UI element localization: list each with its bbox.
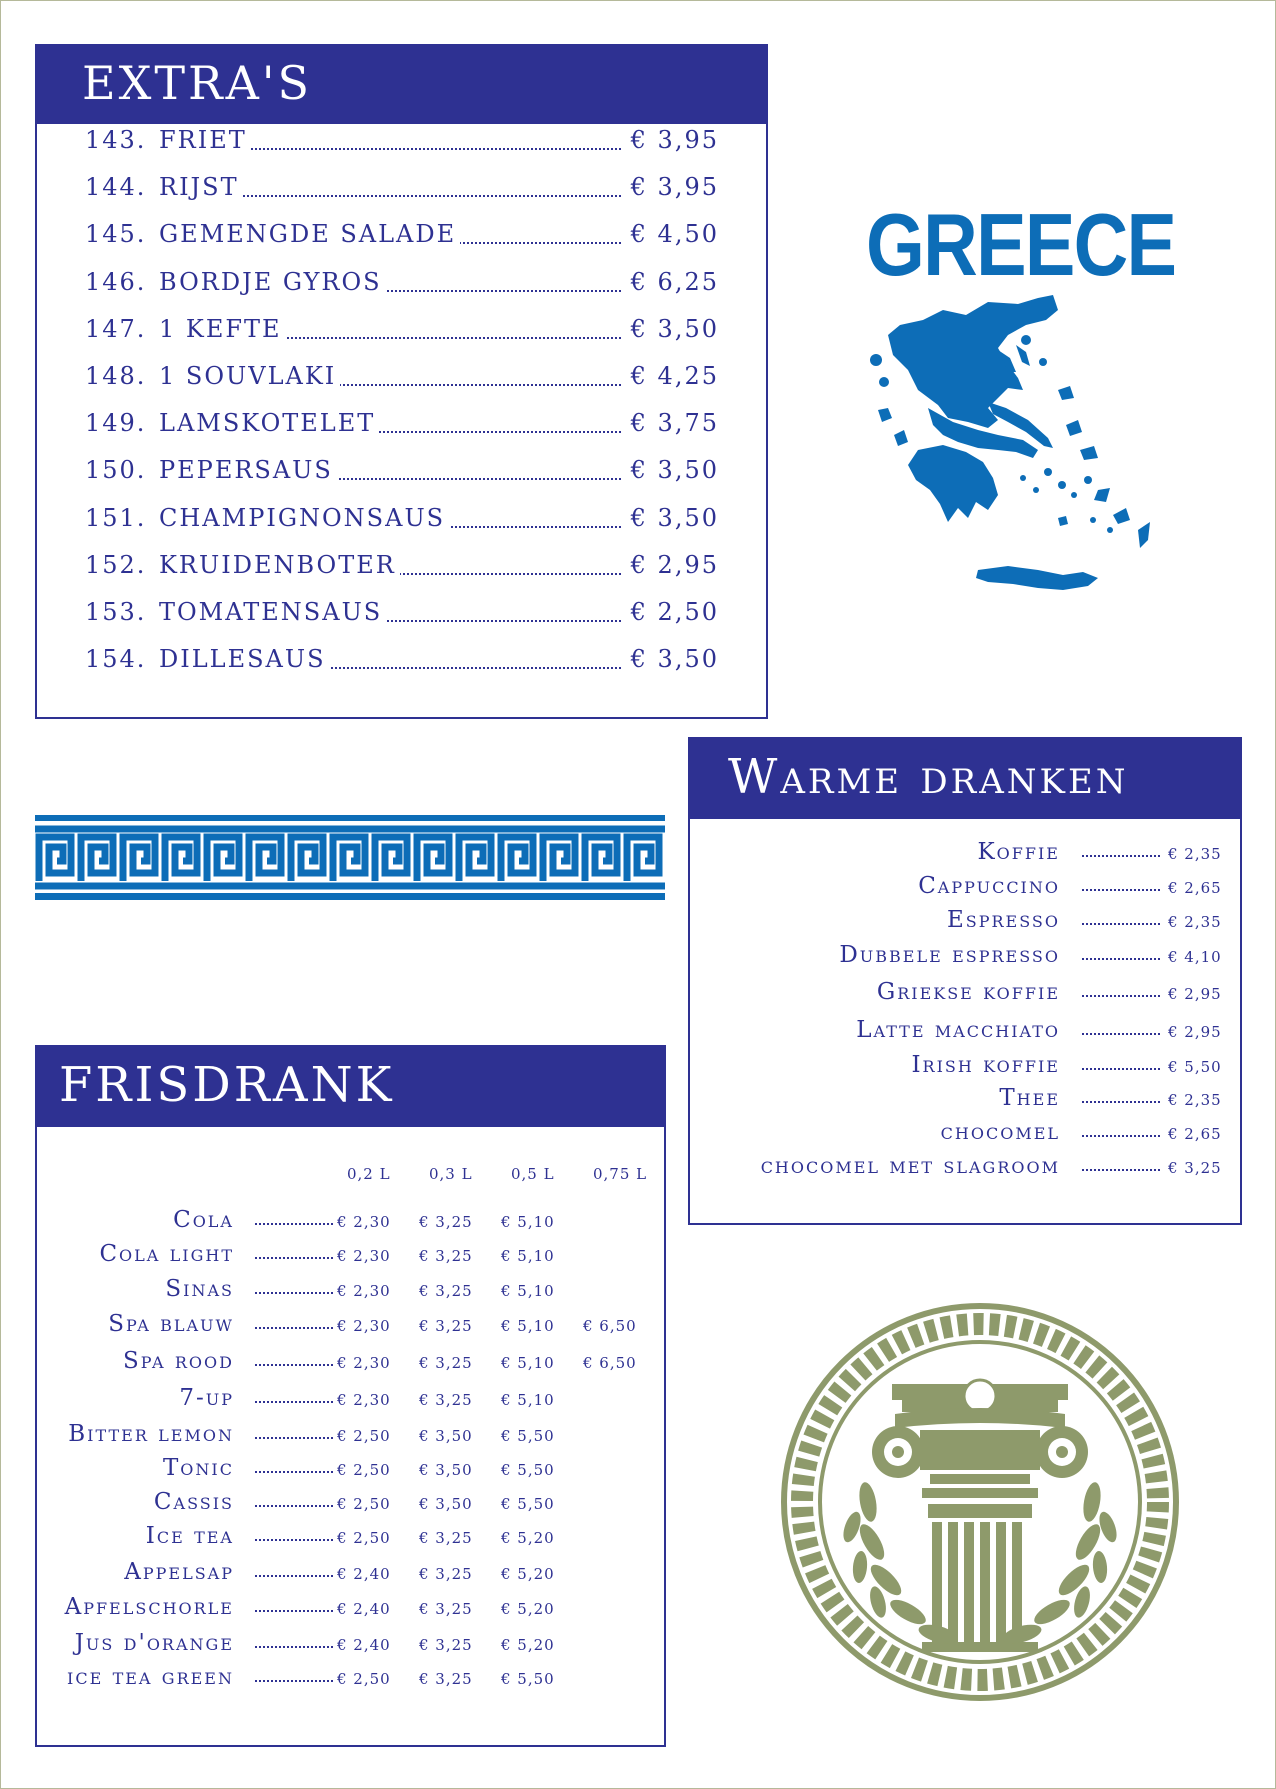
dot-leader: [255, 1471, 333, 1473]
item-number: 145.: [85, 220, 147, 249]
drink-price: € 3,50: [419, 1495, 473, 1513]
drink-price: € 2,40: [337, 1636, 391, 1654]
frisdrank-title: FRISDRANK: [37, 1047, 664, 1127]
drink-name: Appelsap: [124, 1559, 234, 1585]
item-number: 148.: [85, 362, 147, 390]
list-item: [85, 362, 719, 392]
dot-leader: [1082, 995, 1160, 997]
drink-price: € 2,30: [337, 1317, 391, 1335]
drink-price: € 2,50: [337, 1427, 391, 1445]
drink-price: € 3,50: [419, 1427, 473, 1445]
drink-name: Irish koffie: [911, 1052, 1060, 1078]
list-item: [37, 1523, 657, 1551]
drink-price: € 6,50: [583, 1317, 637, 1335]
list-item: [85, 456, 719, 486]
list-item: [690, 873, 1230, 901]
list-item: [37, 1311, 657, 1339]
item-name: 1 KEFTE: [159, 315, 286, 343]
item-name: GEMENGDE SALADE: [159, 220, 460, 248]
list-item: [690, 907, 1230, 935]
drink-price: € 2,35: [1168, 1091, 1222, 1109]
greece-title: GREECE: [866, 195, 1176, 294]
item-name: KRUIDENBOTER: [159, 551, 400, 579]
dot-leader: [1082, 889, 1160, 891]
drink-price: € 3,25: [419, 1670, 473, 1688]
list-item: [37, 1455, 657, 1483]
drink-price: € 3,25: [419, 1636, 473, 1654]
extras-menu-box: [35, 44, 768, 719]
list-item: [37, 1385, 657, 1413]
drink-name: Dubbele espresso: [839, 942, 1060, 968]
drink-name: Cassis: [153, 1489, 234, 1515]
drink-name: ice tea green: [67, 1664, 234, 1690]
list-item: [85, 268, 719, 298]
dot-leader: [255, 1610, 333, 1612]
size-column-header: 0,3 L: [429, 1165, 473, 1183]
list-item: [85, 315, 719, 345]
drink-price: € 5,20: [501, 1529, 555, 1547]
drink-price: € 6,50: [583, 1354, 637, 1372]
drink-price: € 2,65: [1168, 1125, 1222, 1143]
drink-price: € 2,50: [337, 1495, 391, 1513]
drink-name: Tonic: [162, 1455, 234, 1481]
item-name: FRIET: [159, 126, 251, 154]
item-number: 154.: [85, 645, 147, 674]
list-item: [37, 1559, 657, 1587]
dot-leader: [255, 1327, 333, 1329]
list-item: [690, 979, 1230, 1007]
drink-name: Bitter lemon: [68, 1421, 234, 1447]
dot-leader: [255, 1575, 333, 1577]
list-item: [37, 1630, 657, 1658]
list-item: [690, 1119, 1230, 1147]
drink-name: chocomel met slagroom: [760, 1153, 1060, 1179]
item-number: 147.: [85, 314, 147, 343]
list-item: [85, 409, 719, 439]
dot-leader: [255, 1401, 333, 1403]
drink-name: Spa blauw: [108, 1311, 234, 1337]
item-price: € 3,50: [630, 314, 719, 343]
drink-price: € 2,50: [337, 1529, 391, 1547]
item-name: TOMATENSAUS: [159, 598, 386, 626]
dot-leader: [1082, 923, 1160, 925]
ionic-column-emblem-icon: [780, 1302, 1180, 1702]
dot-leader: [1082, 958, 1160, 960]
list-item: [690, 1052, 1230, 1080]
dot-leader: [1082, 1068, 1160, 1070]
item-name: BORDJE GYROS: [159, 268, 386, 296]
extras-title: EXTRA'S: [37, 46, 766, 124]
item-price: € 3,50: [630, 456, 719, 485]
dot-leader: [255, 1223, 333, 1225]
dot-leader: [255, 1539, 333, 1541]
drink-price: € 3,50: [419, 1461, 473, 1479]
item-name: 1 SOUVLAKI: [159, 362, 340, 390]
drink-price: € 2,95: [1168, 985, 1222, 1003]
dot-leader: [255, 1292, 333, 1294]
drink-price: € 5,10: [501, 1213, 555, 1231]
item-price: € 2,95: [630, 550, 719, 579]
dot-leader: [255, 1364, 333, 1366]
dot-leader: [1082, 1135, 1160, 1137]
drink-name: Jus d'orange: [74, 1630, 234, 1656]
size-column-header: 0,75 L: [593, 1165, 648, 1183]
item-number: 152.: [85, 550, 147, 579]
list-item: [85, 173, 719, 203]
item-price: € 3,95: [630, 126, 719, 154]
drink-price: € 5,50: [501, 1495, 555, 1513]
dot-leader: [255, 1437, 333, 1439]
drink-price: € 2,30: [337, 1213, 391, 1231]
list-item: [37, 1276, 657, 1304]
drink-price: € 4,10: [1168, 948, 1222, 966]
item-number: 150.: [85, 456, 147, 485]
drink-price: € 5,10: [501, 1317, 555, 1335]
drink-price: € 3,25: [419, 1354, 473, 1372]
drink-price: € 3,25: [419, 1600, 473, 1618]
drink-price: € 3,25: [419, 1317, 473, 1335]
drink-price: € 2,40: [337, 1600, 391, 1618]
frisdrank-box: [35, 1045, 666, 1747]
drink-price: € 5,50: [501, 1427, 555, 1445]
drink-price: € 3,25: [419, 1282, 473, 1300]
drink-name: Sinas: [165, 1276, 234, 1302]
drink-price: € 5,10: [501, 1282, 555, 1300]
drink-price: € 2,30: [337, 1391, 391, 1409]
drink-price: € 2,50: [337, 1461, 391, 1479]
drink-price: € 2,95: [1168, 1023, 1222, 1041]
dot-leader: [255, 1505, 333, 1507]
list-item: [37, 1594, 657, 1622]
drink-name: Espresso: [946, 907, 1060, 933]
list-item: [85, 598, 719, 628]
item-price: € 3,50: [630, 645, 719, 674]
drink-name: Ice tea: [145, 1523, 234, 1549]
item-number: 143.: [85, 126, 147, 154]
drink-price: € 5,50: [1168, 1058, 1222, 1076]
drink-name: Thee: [999, 1085, 1060, 1111]
drink-price: € 5,10: [501, 1391, 555, 1409]
drink-price: € 5,10: [501, 1354, 555, 1372]
drink-price: € 5,20: [501, 1636, 555, 1654]
dot-leader: [255, 1257, 333, 1259]
item-price: € 4,50: [630, 220, 719, 249]
item-number: 153.: [85, 598, 147, 626]
list-item: [85, 220, 719, 250]
item-name: RIJST: [159, 173, 243, 201]
list-item: [37, 1241, 657, 1269]
drink-price: € 5,50: [501, 1461, 555, 1479]
drink-price: € 2,30: [337, 1247, 391, 1265]
list-item: [85, 645, 719, 675]
drink-price: € 3,25: [419, 1565, 473, 1583]
drink-name: chocomel: [940, 1119, 1060, 1145]
list-item: [37, 1421, 657, 1449]
item-number: 146.: [85, 267, 147, 296]
dot-leader: [1082, 1033, 1160, 1035]
drink-price: € 3,25: [419, 1213, 473, 1231]
list-item: [690, 839, 1230, 867]
dot-leader: [1082, 855, 1160, 857]
item-price: € 3,95: [630, 173, 719, 202]
list-item: [690, 942, 1230, 970]
size-column-header: 0,5 L: [511, 1165, 555, 1183]
drink-price: € 3,25: [419, 1391, 473, 1409]
list-item: [37, 1664, 657, 1692]
drink-name: Griekse koffie: [876, 979, 1060, 1005]
drink-price: € 2,35: [1168, 913, 1222, 931]
item-price: € 6,25: [630, 267, 719, 296]
drink-name: Apfelschorle: [64, 1594, 234, 1620]
item-number: 144.: [85, 173, 147, 202]
item-name: DILLESAUS: [159, 645, 330, 673]
list-item: [690, 1153, 1230, 1181]
drink-price: € 3,25: [419, 1529, 473, 1547]
item-name: CHAMPIGNONSAUS: [159, 504, 449, 532]
drink-price: € 2,40: [337, 1565, 391, 1583]
drink-name: Cola: [173, 1207, 234, 1233]
item-number: 151.: [85, 503, 147, 532]
warme-dranken-title: Warme dranken: [690, 739, 1240, 819]
item-name: PEPERSAUS: [159, 456, 337, 484]
drink-name: Latte macchiato: [856, 1017, 1060, 1043]
item-number: 149.: [85, 409, 147, 438]
drink-price: € 5,20: [501, 1600, 555, 1618]
list-item: [37, 1348, 657, 1376]
drink-name: 7-up: [179, 1385, 234, 1411]
drink-price: € 5,10: [501, 1247, 555, 1265]
drink-price: € 3,25: [1168, 1159, 1222, 1177]
drink-name: Spa rood: [122, 1348, 234, 1374]
dot-leader: [255, 1646, 333, 1648]
drink-price: € 2,65: [1168, 879, 1222, 897]
dot-leader: [1082, 1101, 1160, 1103]
drink-price: € 3,25: [419, 1247, 473, 1265]
list-item: [690, 1085, 1230, 1113]
size-column-header: 0,2 L: [347, 1165, 391, 1183]
list-item: [690, 1017, 1230, 1045]
item-price: € 4,25: [630, 362, 719, 390]
item-price: € 2,50: [630, 598, 719, 626]
dot-leader: [1082, 1169, 1160, 1171]
drink-price: € 5,20: [501, 1565, 555, 1583]
drink-price: € 2,35: [1168, 845, 1222, 863]
list-item: [85, 551, 719, 581]
drink-price: € 2,30: [337, 1282, 391, 1300]
drink-price: € 2,50: [337, 1670, 391, 1688]
warme-dranken-box: [688, 737, 1242, 1225]
item-price: € 3,50: [630, 503, 719, 532]
dot-leader: [255, 1680, 333, 1682]
item-name: LAMSKOTELET: [159, 409, 379, 437]
list-item: [85, 504, 719, 534]
list-item: [85, 126, 719, 156]
greece-map-icon: [848, 290, 1168, 620]
drink-name: Cola light: [99, 1241, 234, 1267]
list-item: [37, 1489, 657, 1517]
greek-key-border-icon: [35, 815, 665, 900]
list-item: [37, 1207, 657, 1235]
drink-price: € 5,50: [501, 1670, 555, 1688]
drink-name: Koffie: [977, 839, 1060, 865]
drink-price: € 2,30: [337, 1354, 391, 1372]
item-price: € 3,75: [630, 409, 719, 438]
drink-name: Cappuccino: [918, 873, 1060, 899]
